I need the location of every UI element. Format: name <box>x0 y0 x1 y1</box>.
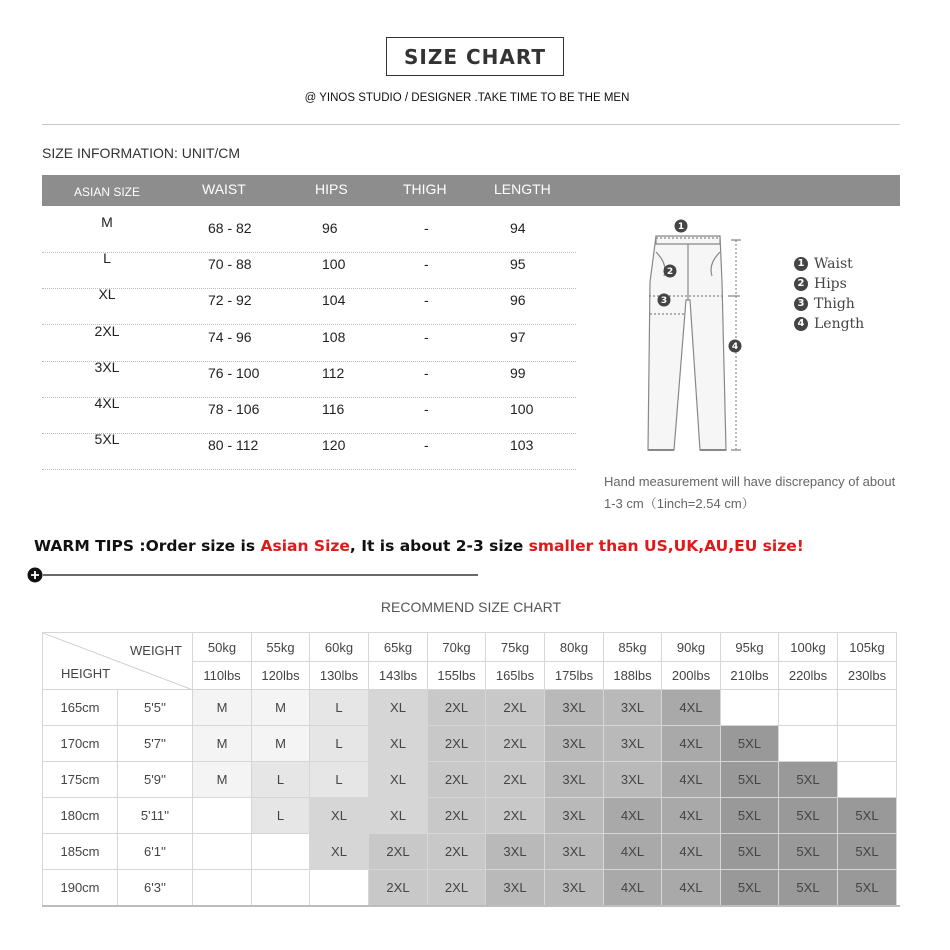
weight-kg-header: 65kg <box>369 633 428 662</box>
table-row <box>43 762 897 798</box>
size-cell: 2XL <box>486 726 545 762</box>
size-cell-waist: 80 - 112 <box>208 437 259 453</box>
size-cell-size: M <box>101 214 113 230</box>
size-cell: 4XL <box>662 834 721 870</box>
plus-line-divider <box>27 567 487 583</box>
size-cell: 3XL <box>486 870 545 906</box>
size-cell: L <box>310 762 369 798</box>
table-row <box>43 690 897 726</box>
size-cell: XL <box>369 762 428 798</box>
size-cell-hips: 104 <box>322 292 346 308</box>
size-cell-size: XL <box>98 286 116 302</box>
weight-lbs-header: 120lbs <box>252 662 310 690</box>
size-cell: 5XL <box>779 798 838 834</box>
header-asian-size: ASIAN SIZE <box>74 185 141 199</box>
size-cell: 3XL <box>486 834 545 870</box>
size-cell: XL <box>310 834 369 870</box>
legend-label-waist: Waist <box>814 256 853 272</box>
size-cell-thigh: - <box>424 220 429 236</box>
bottom-border <box>42 905 900 907</box>
size-cell: 3XL <box>604 726 662 762</box>
size-cell: 5XL <box>721 834 779 870</box>
header-waist: WAIST <box>202 181 246 197</box>
size-cell: 2XL <box>486 762 545 798</box>
size-cell-thigh: - <box>424 329 429 345</box>
size-cell: 4XL <box>604 798 662 834</box>
size-cell-waist: 76 - 100 <box>208 365 260 381</box>
table-row <box>43 834 897 870</box>
size-cell-hips: 120 <box>322 437 346 453</box>
size-cell-hips: 112 <box>322 365 345 381</box>
size-cell: 2XL <box>486 690 545 726</box>
size-table-header <box>42 175 900 206</box>
size-cell: 5XL <box>721 726 779 762</box>
subtitle: @ YINOS STUDIO / DESIGNER .TAKE TIME TO BE THE MEN <box>304 92 630 104</box>
header-length: LENGTH <box>494 181 551 197</box>
size-cell: 4XL <box>662 798 721 834</box>
height-ft: 6'1'' <box>118 834 193 870</box>
size-cell: M <box>193 690 252 726</box>
height-ft: 5'9'' <box>118 762 193 798</box>
size-cell-hips: 96 <box>322 220 338 236</box>
size-cell-length: 100 <box>510 401 534 417</box>
size-cell-length: 94 <box>510 220 526 236</box>
legend-waist <box>794 254 864 274</box>
size-cell: 3XL <box>545 834 604 870</box>
header-hips: HIPS <box>315 181 348 197</box>
size-cell: 5XL <box>721 762 779 798</box>
legend-thigh <box>794 294 864 314</box>
height-cm: 185cm <box>43 834 118 870</box>
warm-tips-part3: , It is about 2-3 size <box>349 537 529 555</box>
size-cell: 2XL <box>369 834 428 870</box>
divider <box>42 124 900 125</box>
size-cell-thigh: - <box>424 256 429 272</box>
size-cell <box>310 870 369 906</box>
size-cell: 5XL <box>721 798 779 834</box>
legend-num-3: 3 <box>794 297 808 311</box>
weight-lbs-header: 230lbs <box>838 662 897 690</box>
height-label: HEIGHT <box>61 666 111 681</box>
size-cell: 5XL <box>838 798 897 834</box>
size-cell <box>779 726 838 762</box>
size-cell: M <box>252 690 310 726</box>
size-cell-waist: 72 - 92 <box>208 292 252 308</box>
size-cell-waist: 74 - 96 <box>208 329 252 345</box>
size-cell: 3XL <box>545 870 604 906</box>
legend-label-hips: Hips <box>814 276 847 292</box>
size-cell: M <box>252 726 310 762</box>
size-cell-thigh: - <box>424 401 429 417</box>
size-cell-length: 97 <box>510 329 526 345</box>
size-info-label: SIZE INFORMATION: UNIT/CM <box>42 145 241 161</box>
size-cell-hips: 108 <box>322 329 346 345</box>
size-cell: 2XL <box>428 762 486 798</box>
size-cell: 5XL <box>779 762 838 798</box>
size-cell-size: 2XL <box>94 323 120 339</box>
size-cell <box>838 726 897 762</box>
size-cell: 2XL <box>428 798 486 834</box>
weight-lbs-header: 220lbs <box>779 662 838 690</box>
weight-lbs-header: 110lbs <box>193 662 252 690</box>
size-cell: 5XL <box>779 834 838 870</box>
size-row <box>42 431 576 470</box>
size-cell: 3XL <box>545 726 604 762</box>
height-cm: 165cm <box>43 690 118 726</box>
size-cell: L <box>310 690 369 726</box>
weight-kg-header: 95kg <box>721 633 779 662</box>
weight-lbs-header: 200lbs <box>662 662 721 690</box>
weight-kg-header: 85kg <box>604 633 662 662</box>
size-cell <box>721 690 779 726</box>
warm-tips-part1: WARM TIPS :Order size is <box>34 537 261 555</box>
size-cell: XL <box>310 798 369 834</box>
height-ft: 5'11'' <box>118 798 193 834</box>
size-cell: L <box>252 762 310 798</box>
size-cell: 2XL <box>428 690 486 726</box>
size-cell <box>193 834 252 870</box>
size-cell-length: 103 <box>510 437 534 453</box>
warm-tips-smaller: smaller than US,UK,AU,EU size! <box>528 537 804 555</box>
size-cell: 4XL <box>662 726 721 762</box>
weight-lbs-header: 155lbs <box>428 662 486 690</box>
size-cell: 3XL <box>545 690 604 726</box>
size-cell: M <box>193 726 252 762</box>
height-ft: 5'7'' <box>118 726 193 762</box>
size-cell: XL <box>369 726 428 762</box>
size-cell <box>838 762 897 798</box>
legend-length <box>794 314 864 334</box>
weight-lbs-header: 210lbs <box>721 662 779 690</box>
weight-kg-header: 70kg <box>428 633 486 662</box>
size-cell: 3XL <box>545 762 604 798</box>
size-cell-length: 95 <box>510 256 526 272</box>
size-cell-hips: 116 <box>322 401 345 417</box>
size-cell: 5XL <box>779 870 838 906</box>
pants-diagram <box>628 214 778 454</box>
weight-lbs-header: 143lbs <box>369 662 428 690</box>
size-cell: XL <box>369 798 428 834</box>
weight-kg-header: 105kg <box>838 633 897 662</box>
size-cell-waist: 78 - 106 <box>208 401 260 417</box>
header-thigh: THIGH <box>403 181 447 197</box>
legend-label-length: Length <box>814 316 865 332</box>
size-cell: 2XL <box>486 798 545 834</box>
height-cm: 190cm <box>43 870 118 906</box>
weight-kg-header: 90kg <box>662 633 721 662</box>
size-cell: 3XL <box>604 762 662 798</box>
marker-4-label: 4 <box>731 342 739 352</box>
size-cell: 5XL <box>838 870 897 906</box>
table-corner-header <box>43 633 193 690</box>
size-cell-hips: 100 <box>322 256 346 272</box>
height-cm: 170cm <box>43 726 118 762</box>
warm-tips <box>34 537 804 555</box>
weight-lbs-header: 130lbs <box>310 662 369 690</box>
weight-kg-header: 100kg <box>779 633 838 662</box>
size-cell-size: L <box>103 250 111 266</box>
table-row <box>43 798 897 834</box>
size-cell-length: 96 <box>510 292 526 308</box>
size-cell <box>779 690 838 726</box>
size-cell-size: 3XL <box>94 359 120 375</box>
size-cell: 4XL <box>604 834 662 870</box>
size-cell-waist: 70 - 88 <box>208 256 252 272</box>
size-cell: 3XL <box>545 798 604 834</box>
weight-lbs-header: 165lbs <box>486 662 545 690</box>
size-cell: 2XL <box>428 834 486 870</box>
size-cell-thigh: - <box>424 292 429 308</box>
weight-kg-header: 55kg <box>252 633 310 662</box>
recommend-size-table <box>42 632 897 906</box>
size-cell: 5XL <box>721 870 779 906</box>
height-ft: 5'5'' <box>118 690 193 726</box>
size-cell: 4XL <box>662 870 721 906</box>
size-cell: 3XL <box>604 690 662 726</box>
size-cell-length: 99 <box>510 365 526 381</box>
size-cell: 4XL <box>662 762 721 798</box>
size-cell-size: 5XL <box>94 431 120 447</box>
legend-num-2: 2 <box>794 277 808 291</box>
weight-kg-header: 60kg <box>310 633 369 662</box>
size-cell <box>252 834 310 870</box>
table-row <box>43 726 897 762</box>
page-title: SIZE CHART <box>386 37 564 76</box>
marker-1-label: 1 <box>677 222 685 232</box>
legend-label-thigh: Thigh <box>814 296 855 312</box>
height-cm: 175cm <box>43 762 118 798</box>
size-cell: XL <box>369 690 428 726</box>
size-cell: 2XL <box>369 870 428 906</box>
legend-hips <box>794 274 864 294</box>
measurement-note: Hand measurement will have discrepancy of about 1-3 cm（1inch=2.54 cm） <box>604 474 896 511</box>
size-cell: L <box>252 798 310 834</box>
size-cell: 5XL <box>838 834 897 870</box>
weight-lbs-header: 188lbs <box>604 662 662 690</box>
marker-3-label: 3 <box>660 296 668 306</box>
size-cell-waist: 68 - 82 <box>208 220 252 236</box>
diagram-legend <box>794 254 864 334</box>
size-cell: M <box>193 762 252 798</box>
size-cell <box>193 870 252 906</box>
legend-num-1: 1 <box>794 257 808 271</box>
size-cell-thigh: - <box>424 437 429 453</box>
size-cell <box>838 690 897 726</box>
size-cell: 2XL <box>428 726 486 762</box>
legend-num-4: 4 <box>794 317 808 331</box>
size-cell: L <box>310 726 369 762</box>
weight-label: WEIGHT <box>130 643 182 658</box>
size-cell: 4XL <box>604 870 662 906</box>
marker-2-label: 2 <box>666 267 674 277</box>
weight-kg-header: 75kg <box>486 633 545 662</box>
weight-lbs-header: 175lbs <box>545 662 604 690</box>
warm-tips-asian-size: Asian Size <box>260 537 350 555</box>
size-cell-size: 4XL <box>94 395 120 411</box>
weight-kg-header: 50kg <box>193 633 252 662</box>
height-ft: 6'3'' <box>118 870 193 906</box>
size-cell <box>252 870 310 906</box>
recommend-title: RECOMMEND SIZE CHART <box>380 599 562 615</box>
size-cell: 2XL <box>428 870 486 906</box>
size-cell <box>193 798 252 834</box>
height-cm: 180cm <box>43 798 118 834</box>
size-cell-thigh: - <box>424 365 429 381</box>
weight-kg-header: 80kg <box>545 633 604 662</box>
size-cell: 4XL <box>662 690 721 726</box>
table-row <box>43 870 897 906</box>
